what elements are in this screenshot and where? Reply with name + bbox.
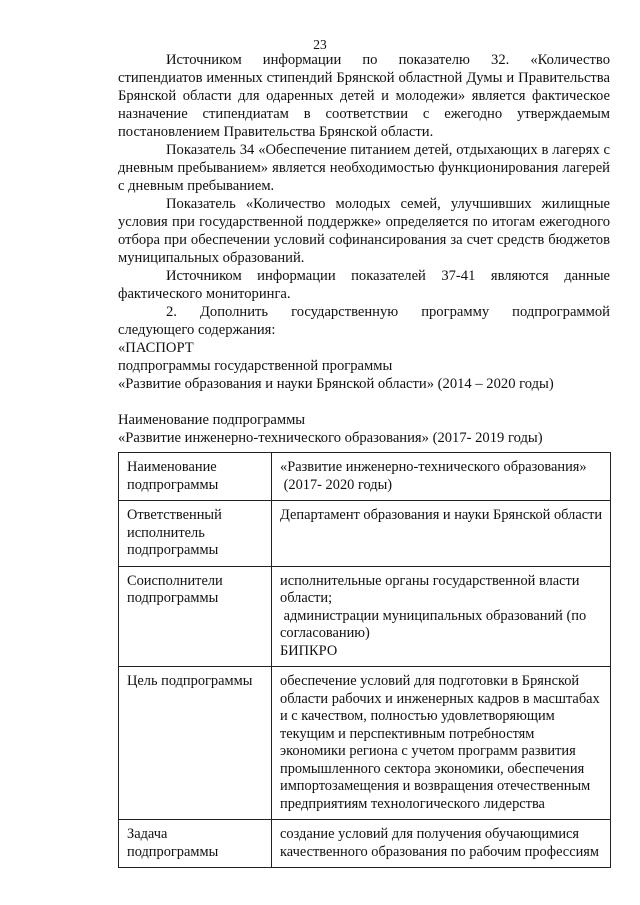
value-line: администрации муниципальных образований (по (280, 607, 587, 624)
table-row (119, 820, 611, 868)
subprogram-name-value: «Развитие инженерно-технического образования» (2017- 2019 годы) (118, 430, 543, 446)
document-body (118, 51, 610, 447)
label-line: исполнитель (127, 524, 205, 541)
value-line: согласованию) (280, 625, 370, 641)
value-line: предприятиям технологического лидерства (280, 795, 545, 812)
paragraph-young-families: Показатель «Количество молодых семей, улучшивших жилищные условия при государственной поддержке» определяется по итогам ежегодного отбора при обеспечении условий софинансирования за счет средств бюджетов муниципальных образований. (118, 196, 610, 266)
table-row (119, 501, 611, 567)
value-line: БИПКРО (280, 642, 338, 659)
value-line: импортозамещения и возвращения отечественным (280, 778, 591, 794)
table-cell-value (272, 453, 611, 501)
value-line: Департамент образования и науки Брянской области (280, 507, 603, 523)
label-line: подпрограммы (127, 542, 219, 558)
paragraph-indicators-37-41: Источником информации показателей 37-41 являются данные фактического мониторинга. (118, 268, 610, 302)
value-line: «Развитие инженерно-технического образования» (280, 459, 587, 475)
label-line: подпрограммы (127, 843, 219, 860)
value-line: области рабочих и инженерных кадров в масштабах (280, 690, 600, 707)
table-row (119, 667, 611, 820)
table-cell-label (119, 667, 272, 820)
table-cell-value (272, 667, 611, 820)
paragraph-add-subprogram: 2. Дополнить государственную программу подпрограммой следующего содержания: (118, 304, 610, 338)
subprogram-name-label: Наименование подпрограммы (118, 412, 306, 428)
label-line: Ответственный (127, 507, 222, 523)
table-cell-label (119, 501, 272, 567)
label-line: Соисполнители (127, 572, 223, 589)
value-line: экономики региона с учетом программ развития (280, 743, 576, 759)
table-cell-label (119, 820, 272, 868)
table-row (119, 566, 611, 667)
passport-table (118, 452, 611, 868)
value-line: обеспечение условий для подготовки в Брянской (280, 673, 580, 689)
label-line: Наименование (127, 459, 217, 475)
value-line: создание условий для получения обучающимися (280, 826, 580, 842)
table-cell-value (272, 566, 611, 667)
passport-program-name: «Развитие образования и науки Брянской области» (2014 – 2020 годы) (118, 376, 554, 392)
page-number: 23 (313, 37, 327, 52)
label-line: Цель подпрограммы (127, 673, 253, 689)
value-line: промышленного сектора экономики, обеспечения (280, 760, 585, 777)
value-line: области; (280, 590, 333, 606)
table-row (119, 453, 611, 501)
passport-header (118, 339, 610, 393)
passport-title: «ПАСПОРТ (118, 340, 194, 356)
paragraph-indicator-32: Источником информации по показателю 32. «Количество стипендиатов именных стипендий Брянской областной Думы и Правительства Брянской области для одаренных детей и молодежи» является фактическое назначение стипендиатам в соответствии с ежегодно утверждаемым постановлением Правительства Брянской области. (118, 52, 610, 140)
subprogram-name-header (118, 411, 610, 447)
label-line: Задача (127, 826, 168, 842)
value-line: качественного образования по рабочим профессиям (280, 843, 600, 860)
paragraph-indicator-34: Показатель 34 «Обеспечение питанием детей, отдыхающих в лагерях с дневным пребыванием» является необходимостью функционирования лагерей с дневным пребыванием. (118, 142, 610, 194)
value-line: текущим и перспективным потребностям (280, 725, 535, 742)
table-cell-label (119, 453, 272, 501)
value-line: (2017- 2020 годы) (280, 476, 393, 493)
passport-subtitle: подпрограммы государственной программы (118, 358, 393, 374)
label-line: подпрограммы (127, 476, 219, 493)
value-line: и с качеством, полностью удовлетворяющим (280, 708, 555, 724)
table-cell-value (272, 501, 611, 567)
table-cell-label (119, 566, 272, 667)
value-line: исполнительные органы государственной власти (280, 572, 580, 589)
table-cell-value (272, 820, 611, 868)
label-line: подпрограммы (127, 590, 219, 606)
